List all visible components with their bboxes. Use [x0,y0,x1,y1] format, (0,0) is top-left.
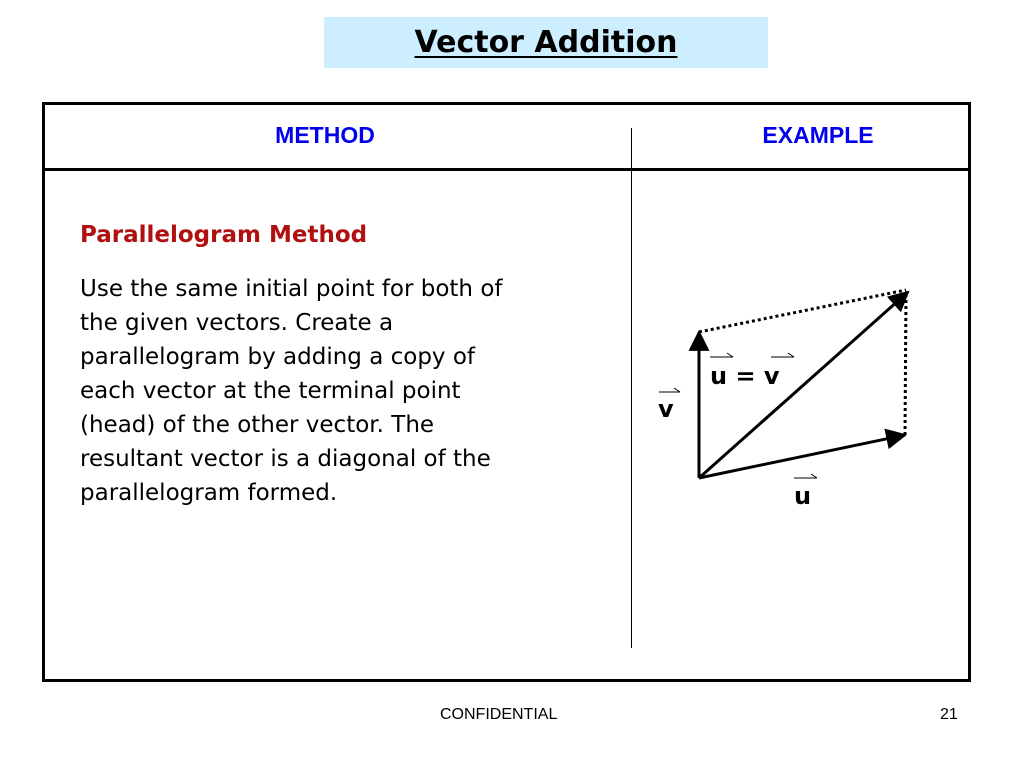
example-column-header: EXAMPLE [762,122,874,148]
page-number: 21 [940,706,958,723]
footer-confidential: CONFIDENTIAL [440,706,558,723]
copy-of-u-dotted [699,290,906,332]
label-u: u [794,482,812,510]
vector-u-arrow [699,435,905,478]
v-vector-accent-icon [659,388,680,392]
label-v: v [658,395,674,423]
parallelogram-diagram [640,270,940,530]
description-line: the given vectors. Create a [80,310,394,336]
description-line: (head) of the other vector. The [80,412,435,438]
header-divider [42,168,971,171]
description-line: parallelogram formed. [80,480,338,506]
description-line: parallelogram by adding a copy of [80,344,476,370]
sum-v-accent-icon [771,353,794,357]
description-line: Use the same initial point for both of [80,276,503,302]
label-sum: u = v [710,362,780,390]
method-column-header: METHOD [275,122,375,148]
method-description [80,272,620,510]
u-vector-accent-icon [794,474,817,478]
copy-of-v-dotted [905,292,906,435]
column-divider [631,128,632,648]
sum-u-accent-icon [710,353,733,357]
method-heading: Parallelogram Method [80,222,368,248]
description-line: resultant vector is a diagonal of the [80,446,491,472]
description-line: each vector at the terminal point [80,378,461,404]
slide-title: Vector Addition [414,25,678,60]
title-box [324,17,768,68]
